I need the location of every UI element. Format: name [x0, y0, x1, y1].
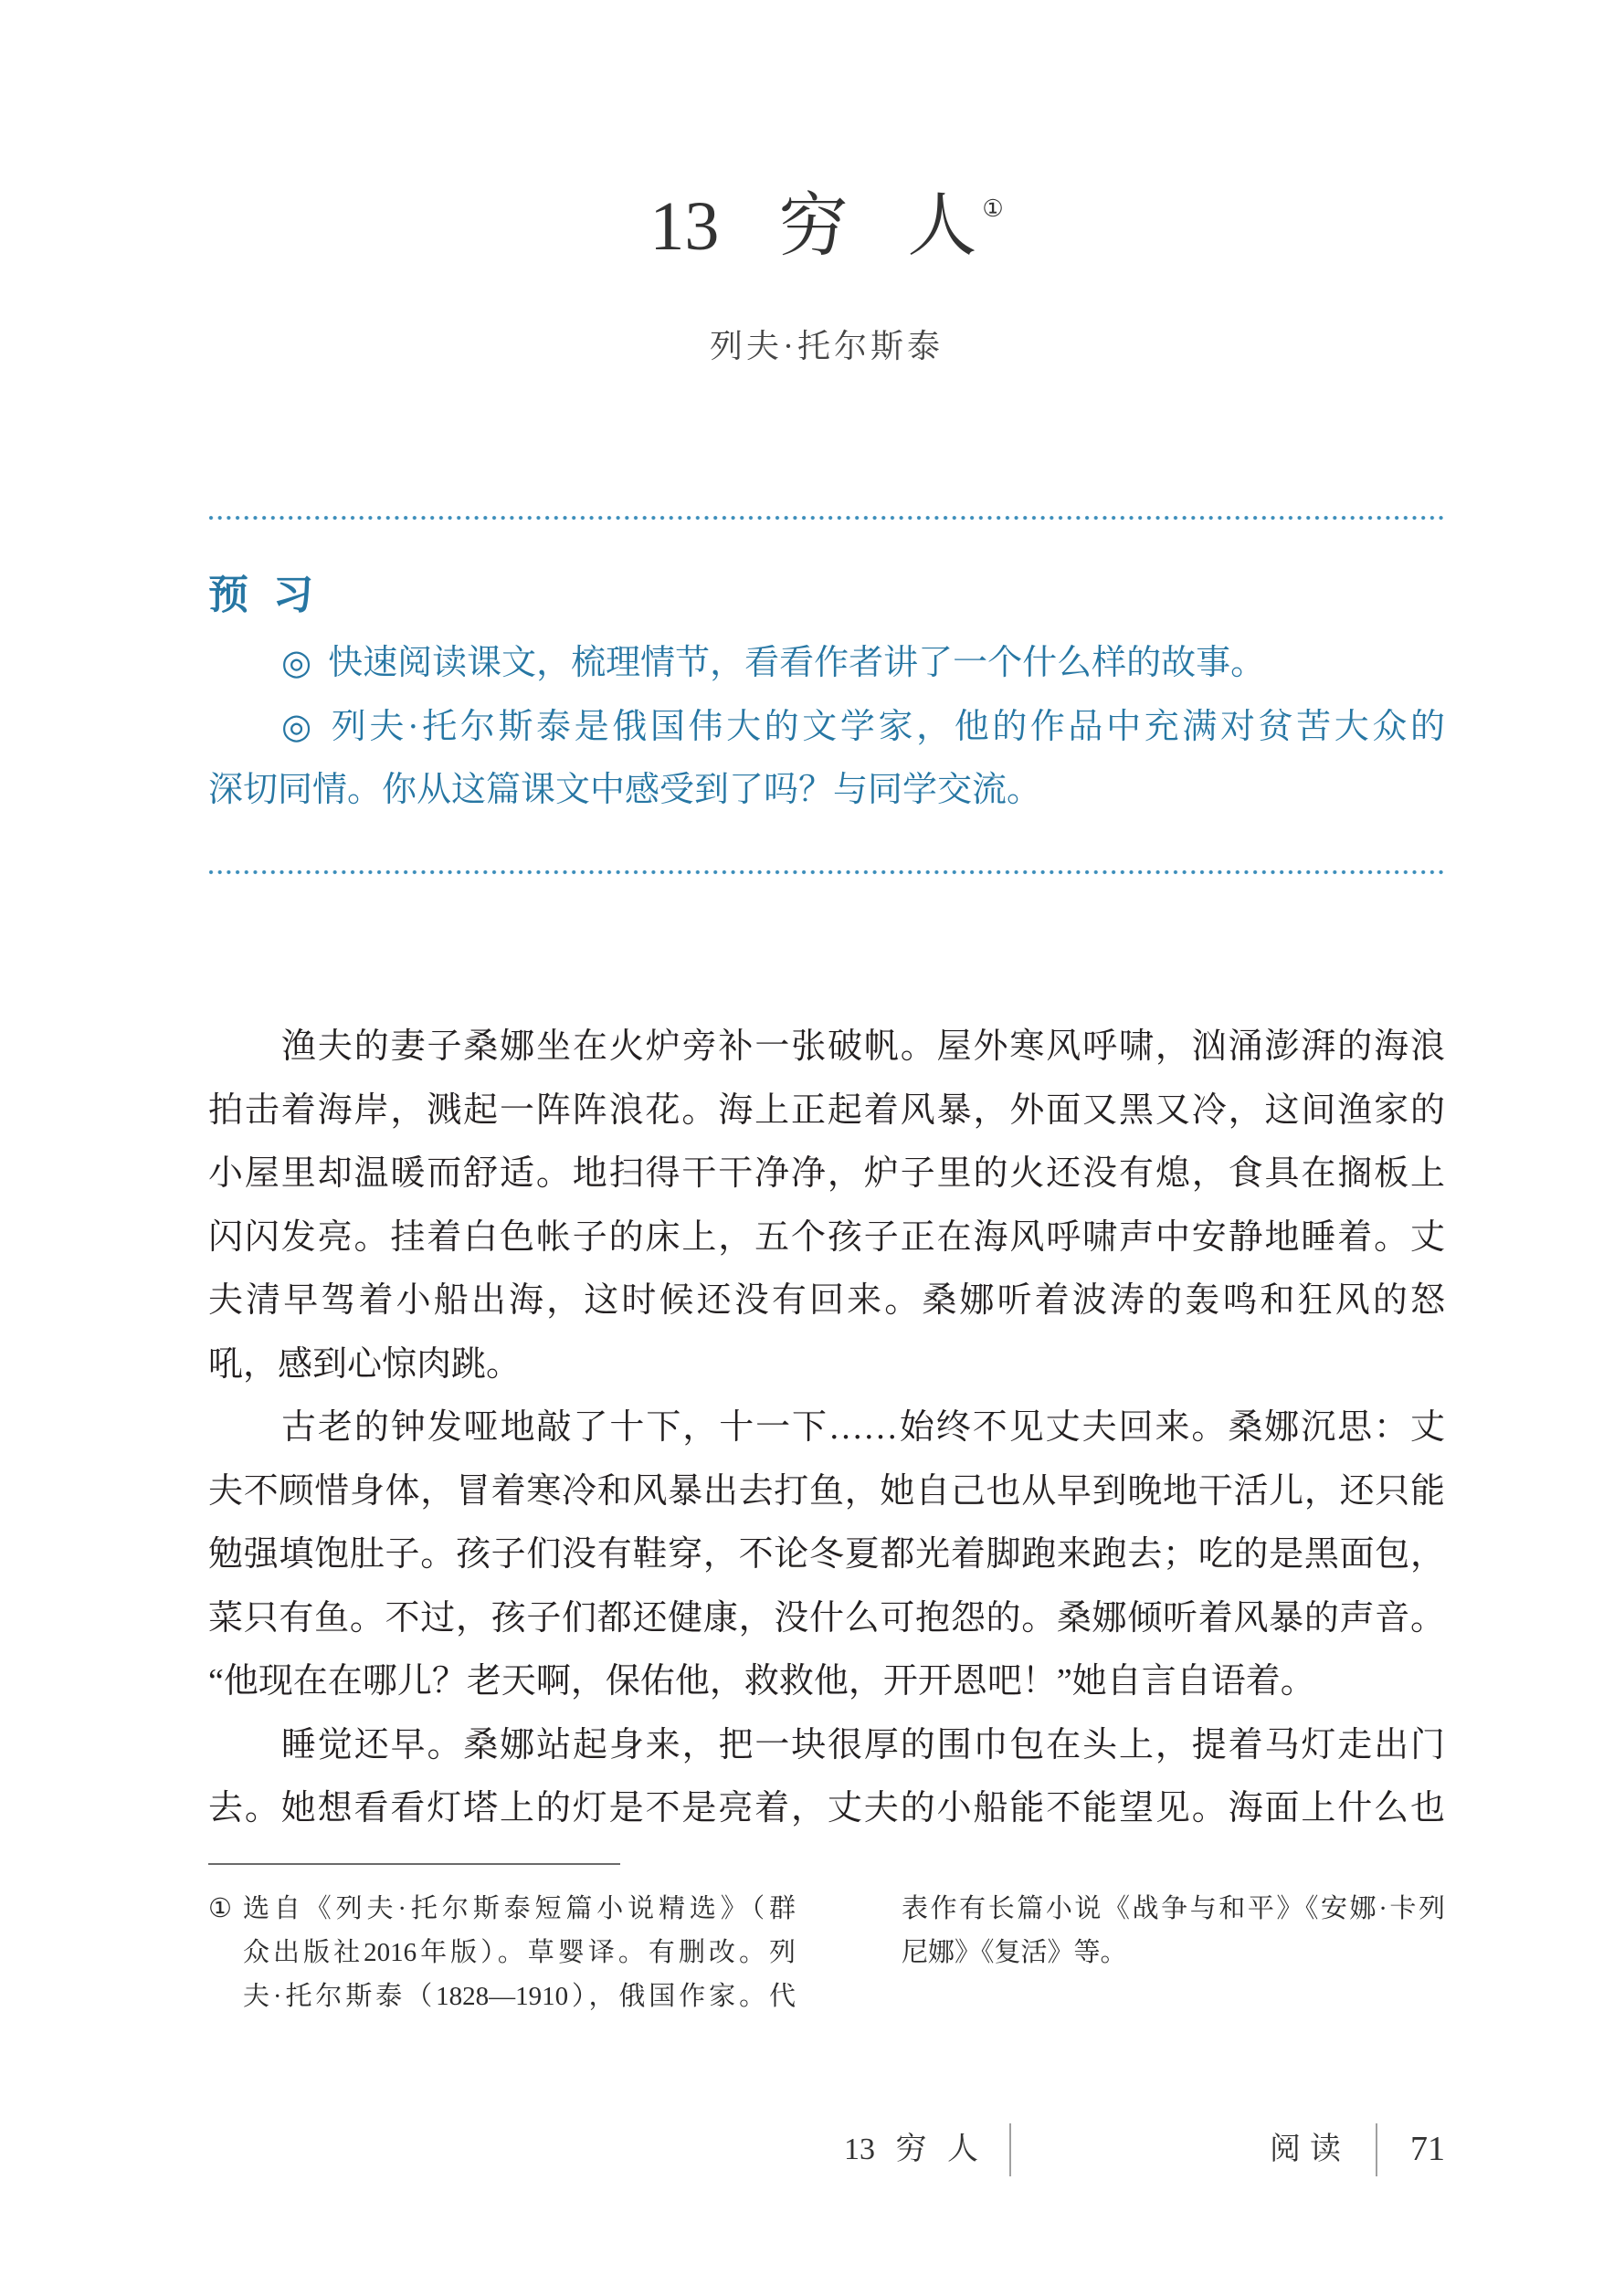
body-line: 夫不顾惜身体，冒着寒冷和风暴出去打鱼，她自己也从早到晚地干活儿，还只能: [208, 1471, 1445, 1511]
footnote-line: 夫·托尔斯泰（1828—1910），俄国作家。代: [243, 1982, 796, 2011]
dotted-divider-top: [208, 515, 1445, 521]
preview-bullet-icon: ◎: [281, 644, 312, 682]
paragraph: [208, 1396, 1445, 1714]
preview-item: [208, 632, 1445, 696]
body-line: 勉强填饱肚子。孩子们没有鞋穿，不论冬夏都光着脚跑来跑去；吃的是黑面包，: [208, 1535, 1445, 1574]
footnote-right-column: [902, 1887, 1445, 1975]
paragraph: [208, 1016, 1445, 1396]
footnote-separator: [208, 1863, 620, 1865]
preview-item-continuation: 深切同情。你从这篇课文中感受到了吗？与同学交流。: [208, 771, 1042, 809]
preview-section: [208, 632, 1445, 823]
dotted-divider-bottom: [208, 869, 1445, 875]
body-line: 睡觉还早。桑娜站起身来，把一块很厚的围巾包在头上，提着马灯走出门: [281, 1725, 1445, 1764]
preview-item: [208, 696, 1445, 760]
body-line: 菜只有鱼。不过，孩子们都还健康，没什么可抱怨的。桑娜倾听着风暴的声音。: [208, 1598, 1445, 1638]
body-line: 去。她想看看灯塔上的灯是不是亮着，丈夫的小船能不能望见。海面上什么也: [208, 1789, 1445, 1827]
footer-section-name: 阅读: [1270, 2133, 1350, 2166]
footnote-line: 表作有长篇小说《战争与和平》《安娜·卡列: [902, 1894, 1445, 1923]
body-line: 小屋里却温暖而舒适。地扫得干干净净，炉子里的火还没有熄，食具在搁板上: [208, 1154, 1445, 1193]
body-line: 拍击着海岸，溅起一阵阵浪花。海上正起着风暴，外面又黑又冷，这间渔家的: [208, 1090, 1445, 1130]
article-body: [208, 1016, 1445, 1841]
lesson-title: [208, 188, 1445, 280]
page-number: 71: [1410, 2130, 1445, 2168]
preview-heading: 预 习: [208, 573, 313, 617]
author-name: 列夫·托尔斯泰: [710, 328, 944, 364]
preview-bullet-icon: ◎: [281, 707, 315, 746]
body-line: 渔夫的妻子桑娜坐在火炉旁补一张破帆。屋外寒风呼啸，汹涌澎湃的海浪: [281, 1027, 1445, 1066]
footnote-line: 众出版社2016年版）。草婴译。有删改。列: [243, 1938, 796, 1967]
footnote-text: 选自《列夫·托尔斯泰短篇小说精选》（群: [243, 1894, 796, 1923]
paragraph: [208, 1714, 1445, 1841]
body-line: 吼，感到心惊肉跳。: [208, 1344, 522, 1384]
footnote-reference-mark: ①: [982, 195, 1004, 222]
footer-divider: [1009, 2123, 1011, 2176]
footnote-marker: ①: [208, 1894, 232, 1923]
body-line: 闪闪发亮。挂着白色帐子的床上，五个孩子正在海风呼啸声中安静地睡着。丈: [208, 1217, 1445, 1257]
body-line: 夫清早驾着小船出海，这时候还没有回来。桑娜听着波涛的轰鸣和狂风的怒: [208, 1281, 1445, 1320]
preview-item-text: 快速阅读课文，梳理情节，看看作者讲了一个什么样的故事。: [328, 644, 1266, 682]
body-line: “他现在在哪儿？老天啊，保佑他，救救他，开开恩吧！”她自言自语着。: [208, 1662, 1315, 1701]
footnote-line: 尼娜》《复活》等。: [902, 1938, 1127, 1967]
footer-lesson-title: 13 穷 人: [844, 2133, 978, 2166]
footnote-line: [208, 1887, 796, 1931]
preview-item-text: 列夫·托尔斯泰是俄国伟大的文学家，他的作品中充满对贫苦大众的: [331, 707, 1445, 746]
body-line: 古老的钟发哑地敲了十下，十一下……始终不见丈夫回来。桑娜沉思：丈: [281, 1408, 1445, 1447]
lesson-title-text: 13 穷 人: [649, 188, 977, 265]
footnote-left-column: [208, 1887, 796, 2018]
